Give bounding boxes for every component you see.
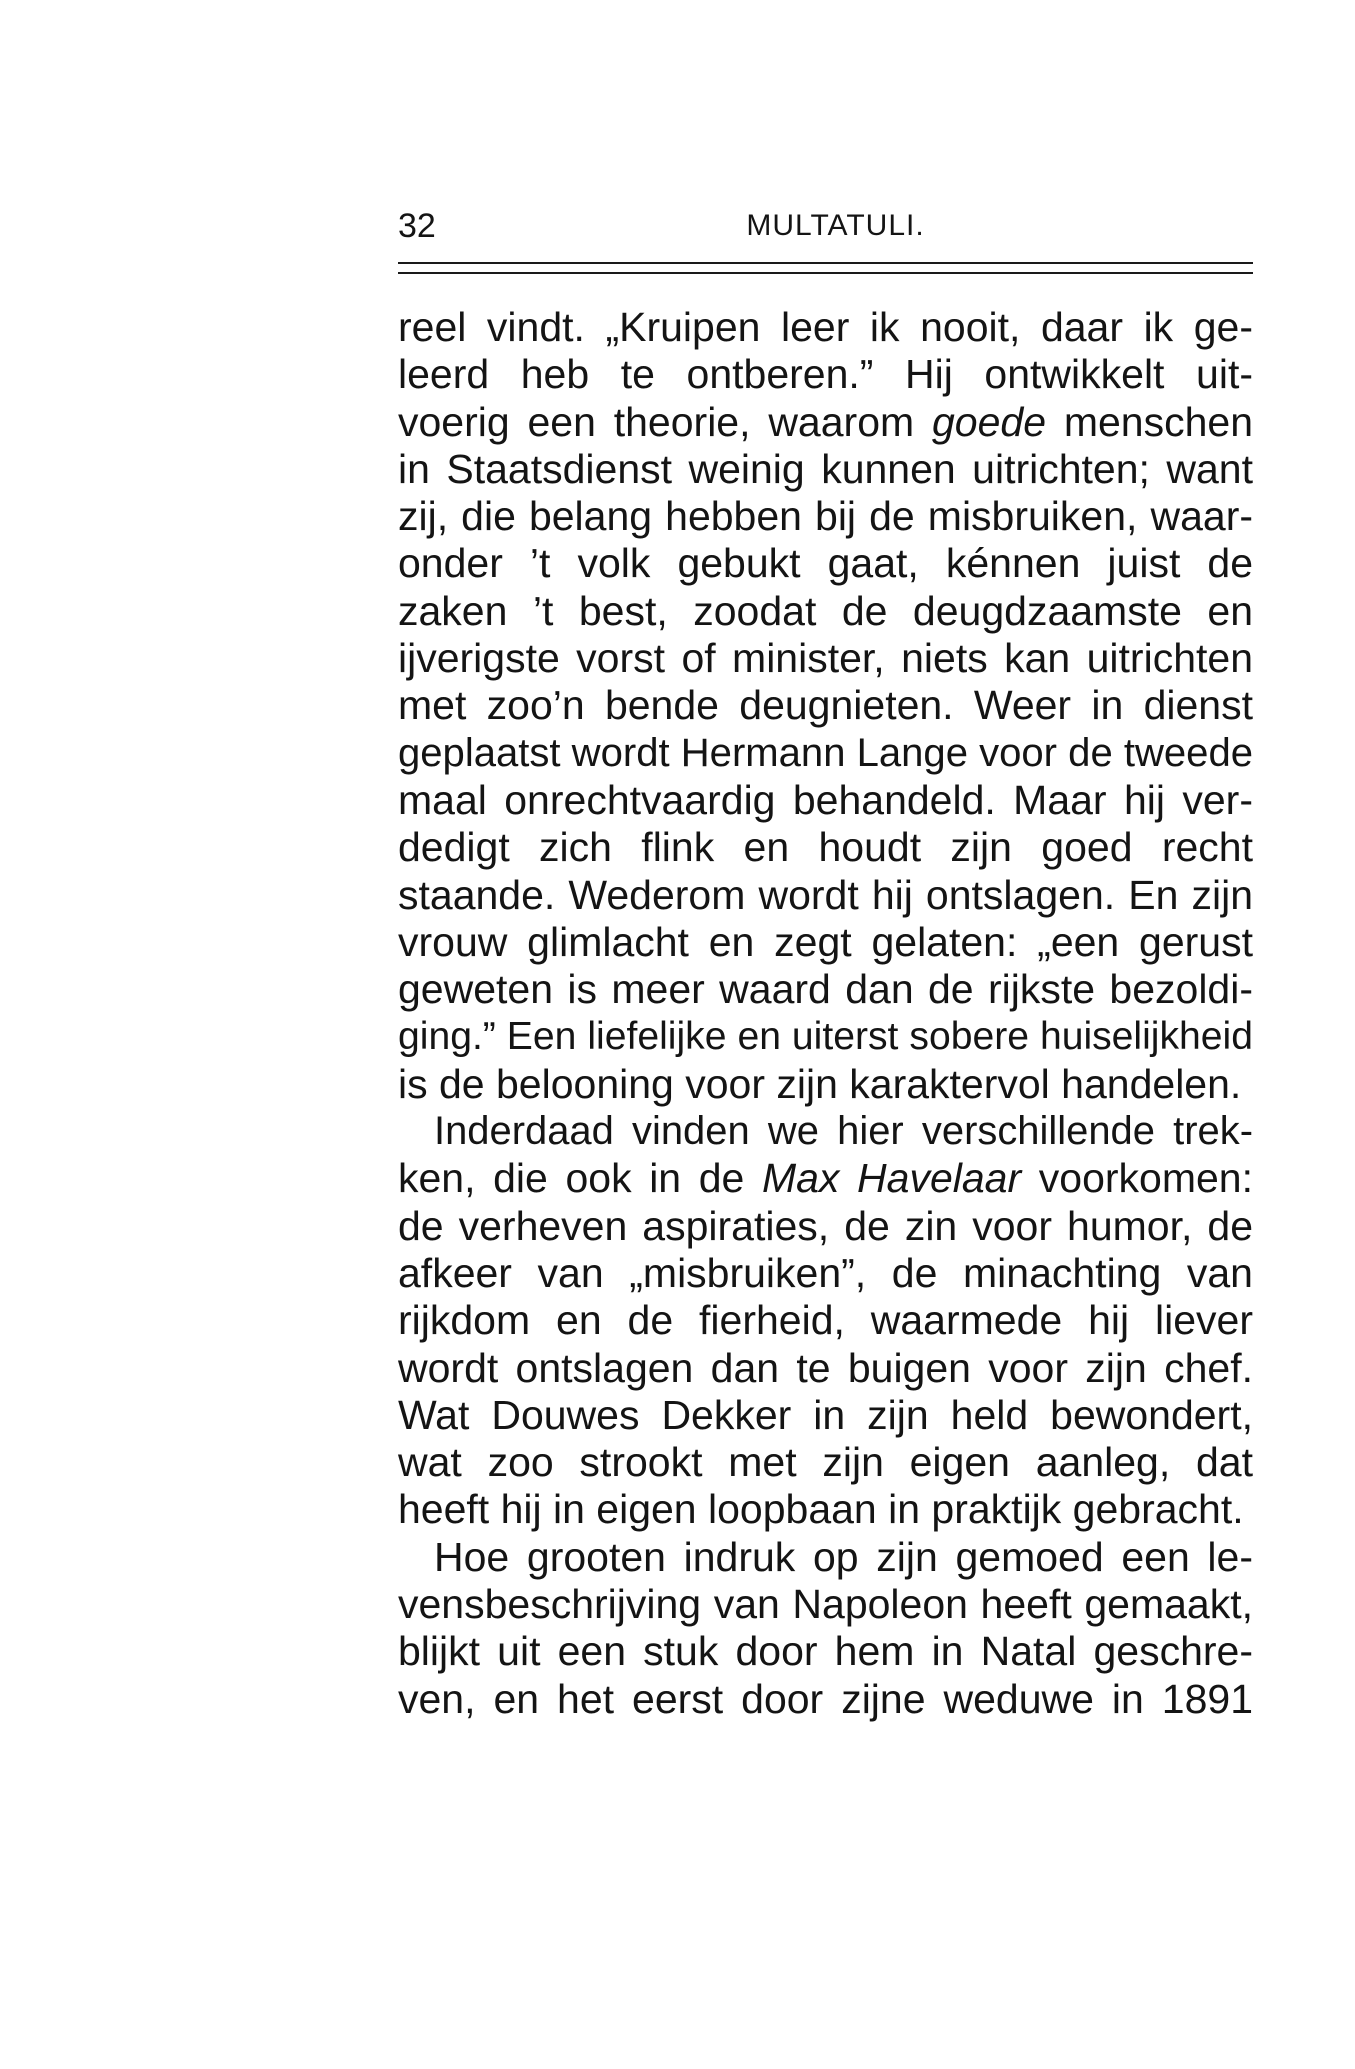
text-line: geweten is meer waard dan de rijkste bezoldi- xyxy=(398,966,1253,1013)
text-line: zij, die belang hebben bij de misbruiken, waar- xyxy=(398,493,1253,540)
text-line: onder ’t volk gebukt gaat, kénnen juist de xyxy=(398,540,1253,587)
text-line: geplaatst wordt Hermann Lange voor de tweede xyxy=(398,730,1253,775)
text-line: Inderdaad vinden we hier verschillende trek- xyxy=(434,1109,1253,1154)
text-line: reel vindt. „Kruipen leer ik nooit, daar ik ge- xyxy=(398,304,1253,350)
text-line: is de belooning voor zijn karaktervol handelen. xyxy=(398,1060,1242,1107)
text-line: wat zoo strookt met zijn eigen aanleg, dat xyxy=(398,1439,1253,1486)
running-title: MULTATULI. xyxy=(746,209,925,242)
text-line: zaken ’t best, zoodat de deugdzaamste en xyxy=(398,587,1253,634)
text-line: Hoe grooten indruk op zijn gemoed een le- xyxy=(434,1533,1253,1580)
text-line: ging.” Een liefelijke en uiterst sobere huiselijkheid xyxy=(398,1015,1253,1059)
text-line: met zoo’n bende deugnieten. Weer in dienst xyxy=(398,682,1253,729)
text-line: heeft hij in eigen loopbaan in praktijk gebracht. xyxy=(398,1486,1244,1533)
body-text xyxy=(398,304,1253,1723)
text-line: vrouw glimlacht en zegt gelaten: „een gerust xyxy=(398,918,1253,965)
emphasis: goede xyxy=(931,398,1046,445)
text-line: ven, en het eerst door zijne weduwe in 1891 xyxy=(398,1675,1253,1722)
text-line: wordt ontslagen dan te buigen voor zijn chef. xyxy=(398,1344,1253,1391)
text-line: ijverigste vorst of minister, niets kan uitrichten xyxy=(398,635,1253,682)
emphasis: Max Havelaar xyxy=(761,1155,1022,1202)
text-line: blijkt uit een stuk door hem in Natal geschre- xyxy=(398,1628,1253,1675)
text-line: leerd heb te ontberen.” Hij ontwikkelt uit- xyxy=(398,351,1253,398)
text-line: in Staatsdienst weinig kunnen uitrichten; want xyxy=(398,445,1253,492)
text-line: afkeer van „misbruiken”, de minachting van xyxy=(398,1249,1253,1296)
page-number: 32 xyxy=(398,207,436,245)
running-head xyxy=(398,200,1253,252)
text-line: maal onrechtvaardig behandeld. Maar hij ver- xyxy=(398,776,1253,823)
text-line: rijkdom en de fierheid, waarmede hij liever xyxy=(398,1297,1253,1344)
text-line: de verheven aspiraties, de zin voor humor, de xyxy=(398,1202,1253,1249)
text-line: ken, die ook in de Max Havelaar voorkomen: xyxy=(398,1155,1253,1202)
text-line: Wat Douwes Dekker in zijn held bewondert, xyxy=(398,1391,1253,1438)
text-line: dedigt zich flink en houdt zijn goed recht xyxy=(398,824,1253,871)
header-rule-bottom xyxy=(398,272,1253,274)
header-rule-top xyxy=(398,262,1253,264)
text-line: voerig een theorie, waarom goede menschen xyxy=(398,398,1253,445)
text-line: staande. Wederom wordt hij ontslagen. En zijn xyxy=(398,871,1253,918)
text-line: vensbeschrijving van Napoleon heeft gemaakt, xyxy=(398,1581,1253,1628)
